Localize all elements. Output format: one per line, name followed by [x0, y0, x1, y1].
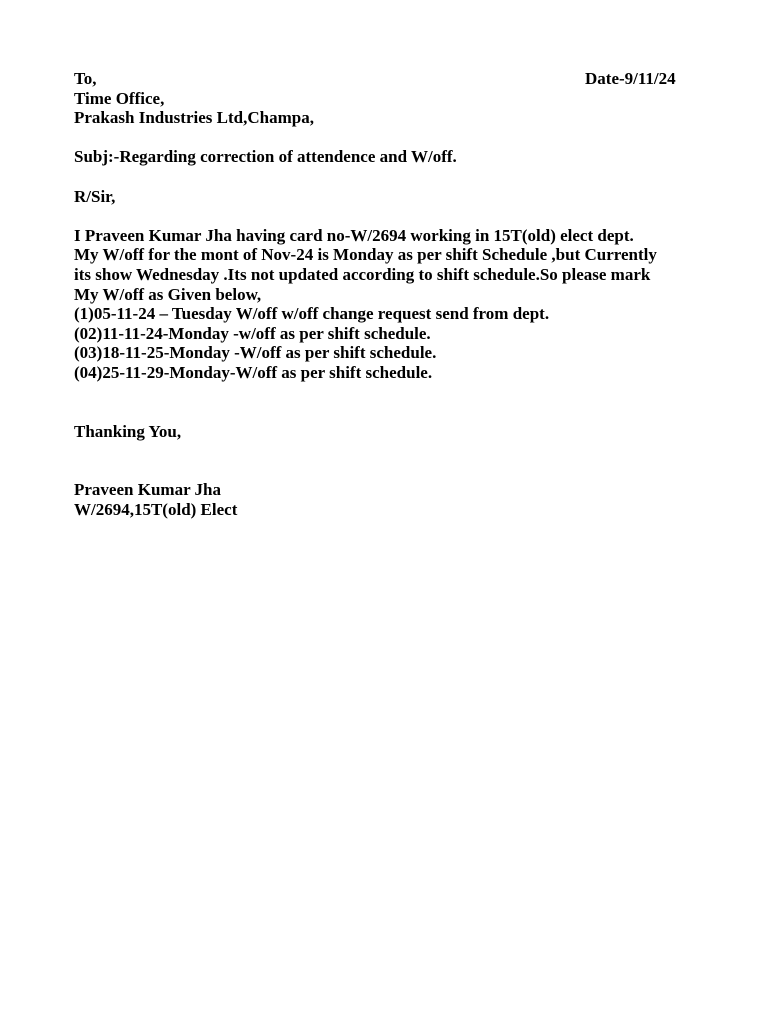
to-line: To,: [74, 69, 97, 88]
spacer: [74, 461, 698, 481]
list-item: (1)05-11-24 – Tuesday W/off w/off change request send from dept.: [74, 304, 550, 324]
salutation: R/Sir,: [74, 186, 116, 206]
spacer: [74, 167, 698, 187]
body-line: I Praveen Kumar Jha having card no-W/2694 working in 15T(old) elect dept.: [74, 225, 634, 245]
closing: Thanking You,: [74, 421, 182, 441]
letter-date: Date-9/11/24: [585, 69, 676, 88]
list-item: (03)18-11-25-Monday -W/off as per shift schedule.: [74, 343, 437, 363]
letter-body: [74, 226, 698, 304]
letter: [74, 69, 698, 520]
spacer: [74, 383, 698, 403]
spacer: [74, 441, 698, 461]
recipient-company: Prakash Industries Ltd,Champa,: [74, 108, 314, 128]
body-line: its show Wednesday .Its not updated according to shift schedule.So please mark: [74, 264, 651, 284]
spacer: [74, 128, 698, 148]
letter-header: [74, 69, 698, 89]
spacer: [74, 206, 698, 226]
woff-list: [74, 304, 698, 382]
subject-line: Subj:-Regarding correction of attendence and W/off.: [74, 147, 457, 167]
signature-name: Praveen Kumar Jha: [74, 480, 222, 500]
list-item: (02)11-11-24-Monday -w/off as per shift schedule.: [74, 323, 431, 343]
spacer: [74, 402, 698, 422]
signature-id: W/2694,15T(old) Elect: [74, 500, 238, 520]
body-line: My W/off as Given below,: [74, 284, 262, 304]
recipient-line: Time Office,: [74, 88, 165, 108]
list-item: (04)25-11-29-Monday-W/off as per shift schedule.: [74, 362, 433, 382]
body-line: My W/off for the mont of Nov-24 is Monday as per shift Schedule ,but Currently: [74, 245, 657, 265]
